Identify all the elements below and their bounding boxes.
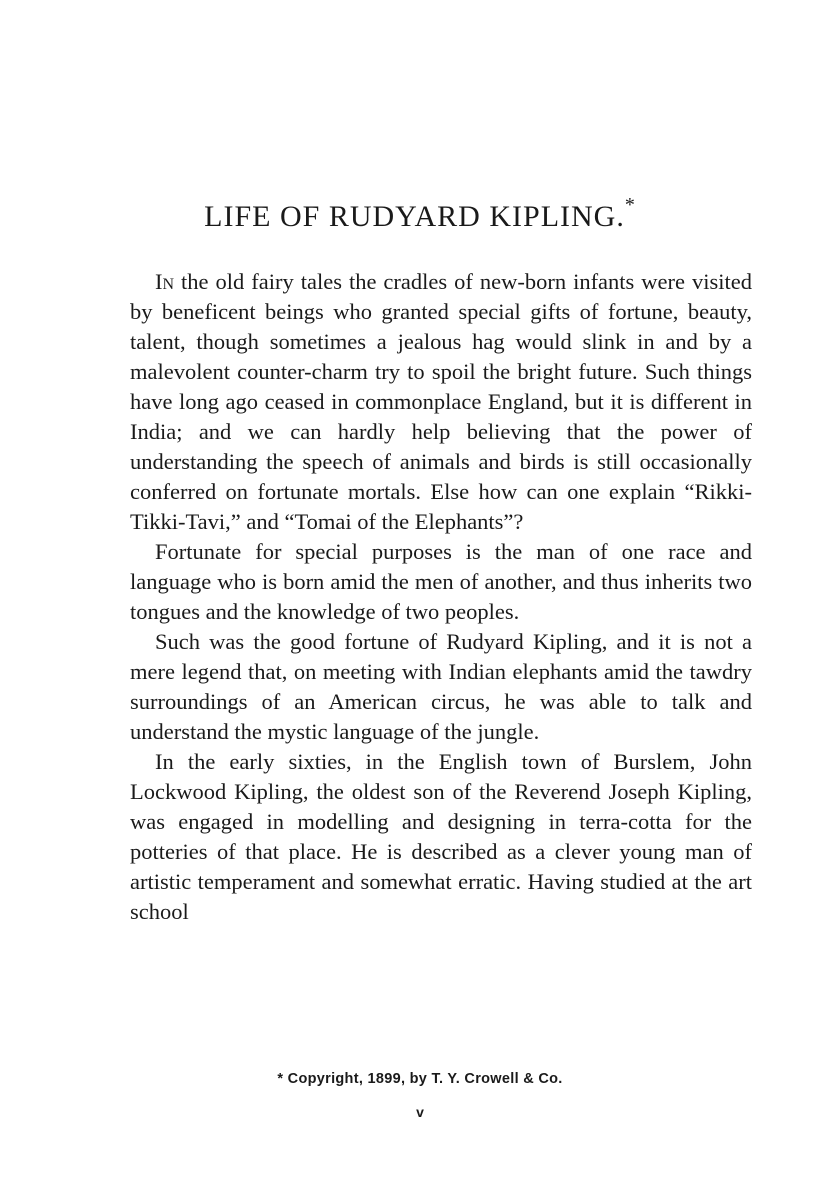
paragraph-opening: In <box>155 269 175 294</box>
paragraph-4: In the early sixties, in the English town of Burslem, John Lockwood Kipling, the oldest son of the Reverend Joseph Kipling, was engaged in modelling and designing in terra-cotta for the potteries of that place. He is described as a clever young man of artistic temperament and somewhat erratic. Having studied at the art school <box>130 749 752 924</box>
paragraph-1 <box>130 267 752 537</box>
paragraph-3: Such was the good fortune of Rudyard Kipling, and it is not a mere legend that, on meeting with Indian elephants amid the tawdry surroundings of an American circus, he was able to talk and understand the mystic language of the jungle. <box>130 629 752 744</box>
body-text <box>130 267 752 927</box>
chapter-title-text: LIFE OF RUDYARD KIPLING. <box>204 200 625 233</box>
footnote-marker: * <box>624 194 636 216</box>
paragraph-1-text: the old fairy tales the cradles of new-born infants were visited by beneficent beings who granted special gifts of fortune, beauty, talent, though sometimes a jealous hag would slink in and by a malevolent counter-charm try to spoil the bright future. Such things have long ago ceased in commonplace England, but it is different in India; and we can hardly help believing that the power of understanding the speech of animals and birds is still occasionally conferred on fortunate mortals. Else how can one explain “Rikki-Tikki-Tavi,” and “Tomai of the Elephants”? <box>130 269 752 534</box>
chapter-title <box>0 194 840 234</box>
copyright-footnote: * Copyright, 1899, by T. Y. Crowell & Co. <box>277 1071 563 1087</box>
page-number: v <box>416 1104 424 1120</box>
paragraph-2: Fortunate for special purposes is the man of one race and language who is born amid the men of another, and thus inherits two tongues and the knowledge of two peoples. <box>130 539 752 624</box>
